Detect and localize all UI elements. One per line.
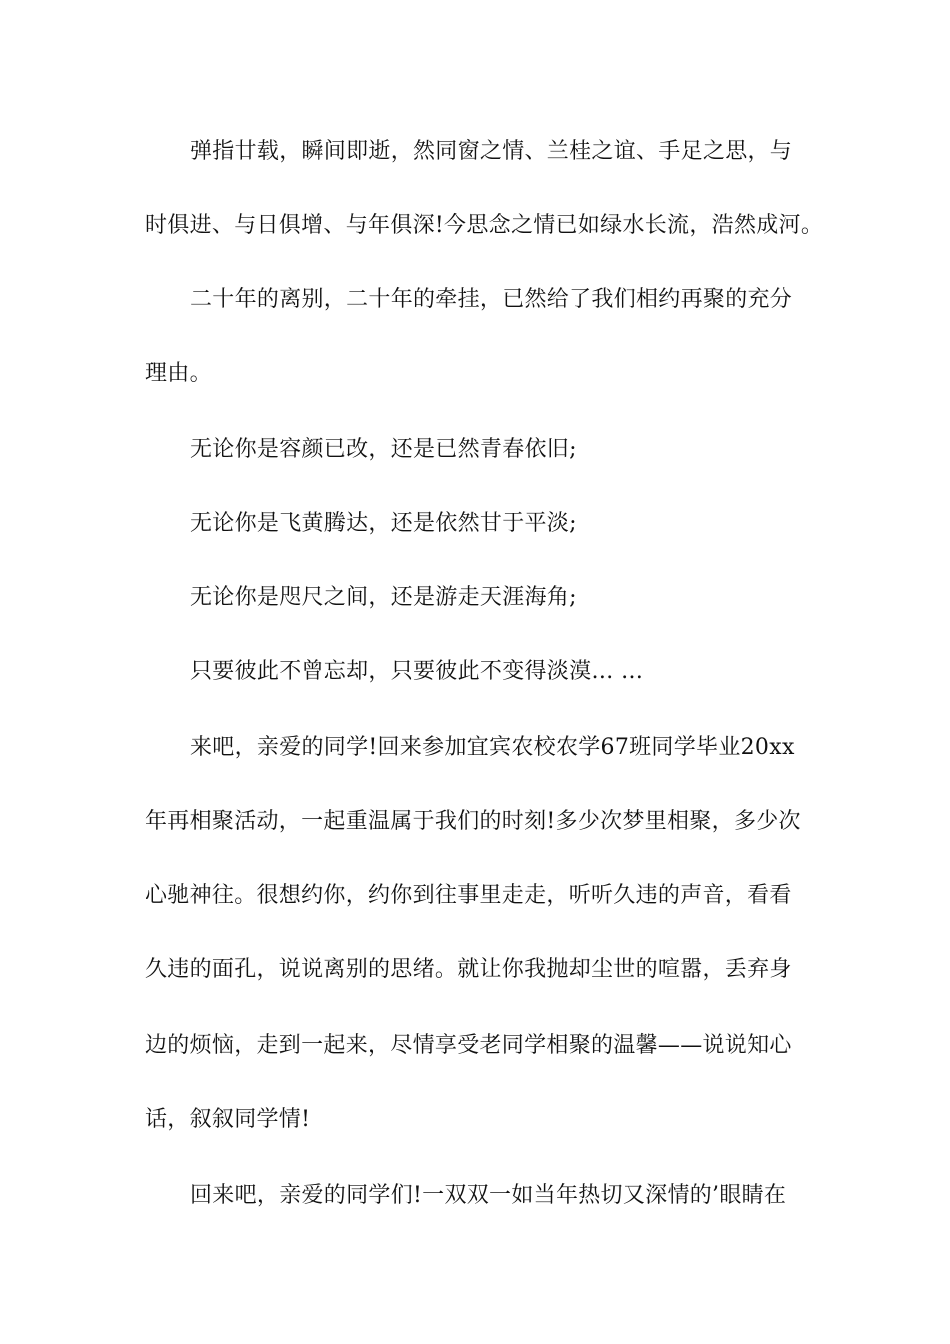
verse-line-1: 无论你是容颜已改，还是已然青春依旧; (190, 437, 577, 462)
paragraph-3-line-4: 久违的面孔，说说离别的思绪。就让你我抛却尘世的喧嚣，丢弃身 (145, 957, 792, 982)
paragraph-3-line-6: 话，叙叙同学情! (145, 1107, 311, 1132)
paragraph-1-line-1: 弹指廿载，瞬间即逝，然同窗之情、兰桂之谊、手足之思，与 (190, 139, 793, 164)
verse-line-3: 无论你是咫尺之间，还是游走天涯海角; (190, 585, 577, 610)
paragraph-3-line-1: 来吧，亲爱的同学!回来参加宜宾农校农学67班同学毕业20xx (190, 735, 795, 760)
paragraph-3-line-2: 年再相聚活动，一起重温属于我们的时刻!多少次梦里相聚，多少次 (145, 809, 801, 834)
paragraph-4-line-1: 回来吧，亲爱的同学们!一双双一如当年热切又深情的’眼睛在 (190, 1183, 787, 1208)
verse-line-2: 无论你是飞黄腾达，还是依然甘于平淡; (190, 511, 577, 536)
paragraph-2-line-2: 理由。 (145, 361, 212, 386)
paragraph-1-line-2: 时俱进、与日俱增、与年俱深!今思念之情已如绿水长流，浩然成河。 (145, 213, 824, 238)
paragraph-3-line-5: 边的烦恼，走到一起来，尽情享受老同学相聚的温馨——说说知心 (145, 1033, 792, 1058)
paragraph-3-line-3: 心驰神往。很想约你，约你到往事里走走，听听久违的声音，看看 (145, 883, 792, 908)
verse-line-4: 只要彼此不曾忘却，只要彼此不变得淡漠… … (190, 659, 644, 684)
paragraph-2-line-1: 二十年的离别，二十年的牵挂，已然给了我们相约再聚的充分 (190, 287, 793, 312)
